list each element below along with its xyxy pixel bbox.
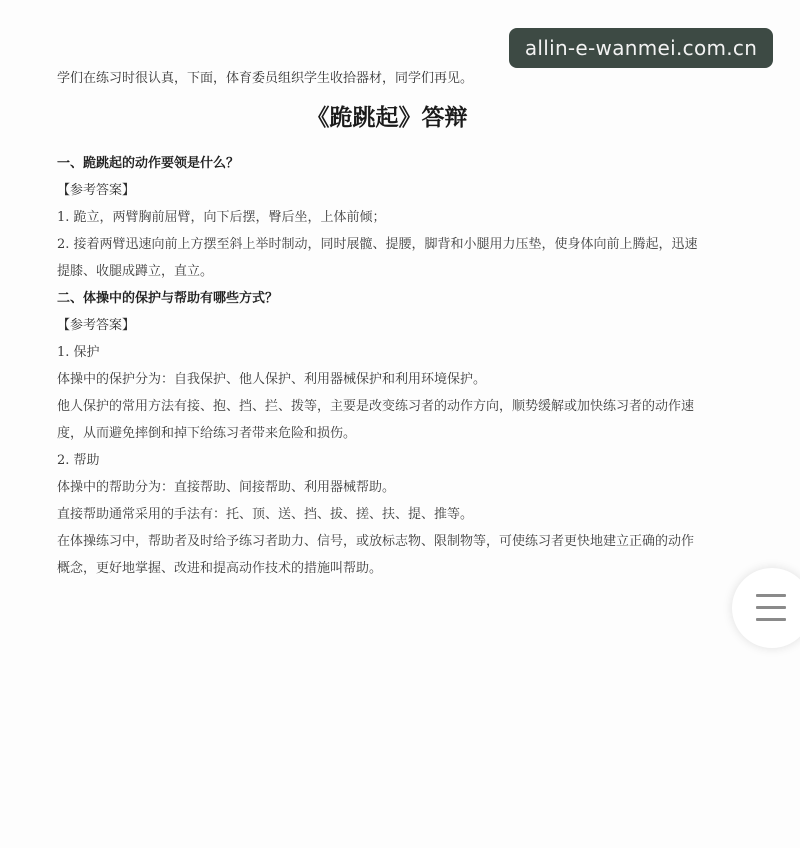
section-1-answer-label: 【参考答案】 xyxy=(57,183,136,198)
section-2-line-6: 体操中的帮助分为：直接帮助、间接帮助、利用器械帮助。 xyxy=(57,480,396,495)
section-2-line-2: 体操中的保护分为：自我保护、他人保护、利用器械保护和利用环境保护。 xyxy=(57,372,487,387)
section-2-line-7: 直接帮助通常采用的手法有：托、顶、送、挡、拔、搓、扶、提、推等。 xyxy=(57,507,474,522)
watermark-badge xyxy=(509,28,773,68)
section-2-line-4: 度，从而避免摔倒和掉下给练习者带来危险和损伤。 xyxy=(57,426,357,441)
section-2-line-1: 1. 保护 xyxy=(57,345,100,360)
section-2-line-8: 在体操练习中，帮助者及时给予练习者助力、信号，或放标志物、限制物等，可使练习者更快地建立正确的动作 xyxy=(57,534,695,549)
hamburger-menu-icon xyxy=(756,594,786,622)
section-2-answer-label: 【参考答案】 xyxy=(57,318,136,333)
section-2-line-3: 他人保护的常用方法有接、抱、挡、拦、拨等，主要是改变练习者的动作方向，顺势缓解或加快练习者的动作速 xyxy=(57,399,695,414)
section-1-line-3: 提膝、收腿成蹲立，直立。 xyxy=(57,264,214,279)
watermark-text: allin-e-wanmei.com.cn xyxy=(524,36,758,60)
document-title: 《跪跳起》答辩 xyxy=(306,104,468,131)
section-2-question: 二、体操中的保护与帮助有哪些方式？ xyxy=(57,291,279,306)
section-2-line-5: 2. 帮助 xyxy=(57,453,100,468)
section-2-line-9: 概念，更好地掌握、改进和提高动作技术的措施叫帮助。 xyxy=(57,561,383,576)
document-body xyxy=(57,64,747,582)
section-1-question: 一、跪跳起的动作要领是什么？ xyxy=(57,156,240,171)
floating-menu-button[interactable] xyxy=(732,568,800,648)
section-1-line-1: 1. 跪立，两臂胸前屈臂，向下后摆，臀后坐，上体前倾； xyxy=(57,210,386,225)
section-1-line-2: 2. 接着两臂迅速向前上方摆至斜上举时制动，同时展髋、提腰，脚背和小腿用力压垫，使身体向前上腾起，迅速 xyxy=(57,237,698,252)
intro-line: 学们在练习时很认真，下面，体育委员组织学生收拾器材，同学们再见。 xyxy=(57,71,474,86)
